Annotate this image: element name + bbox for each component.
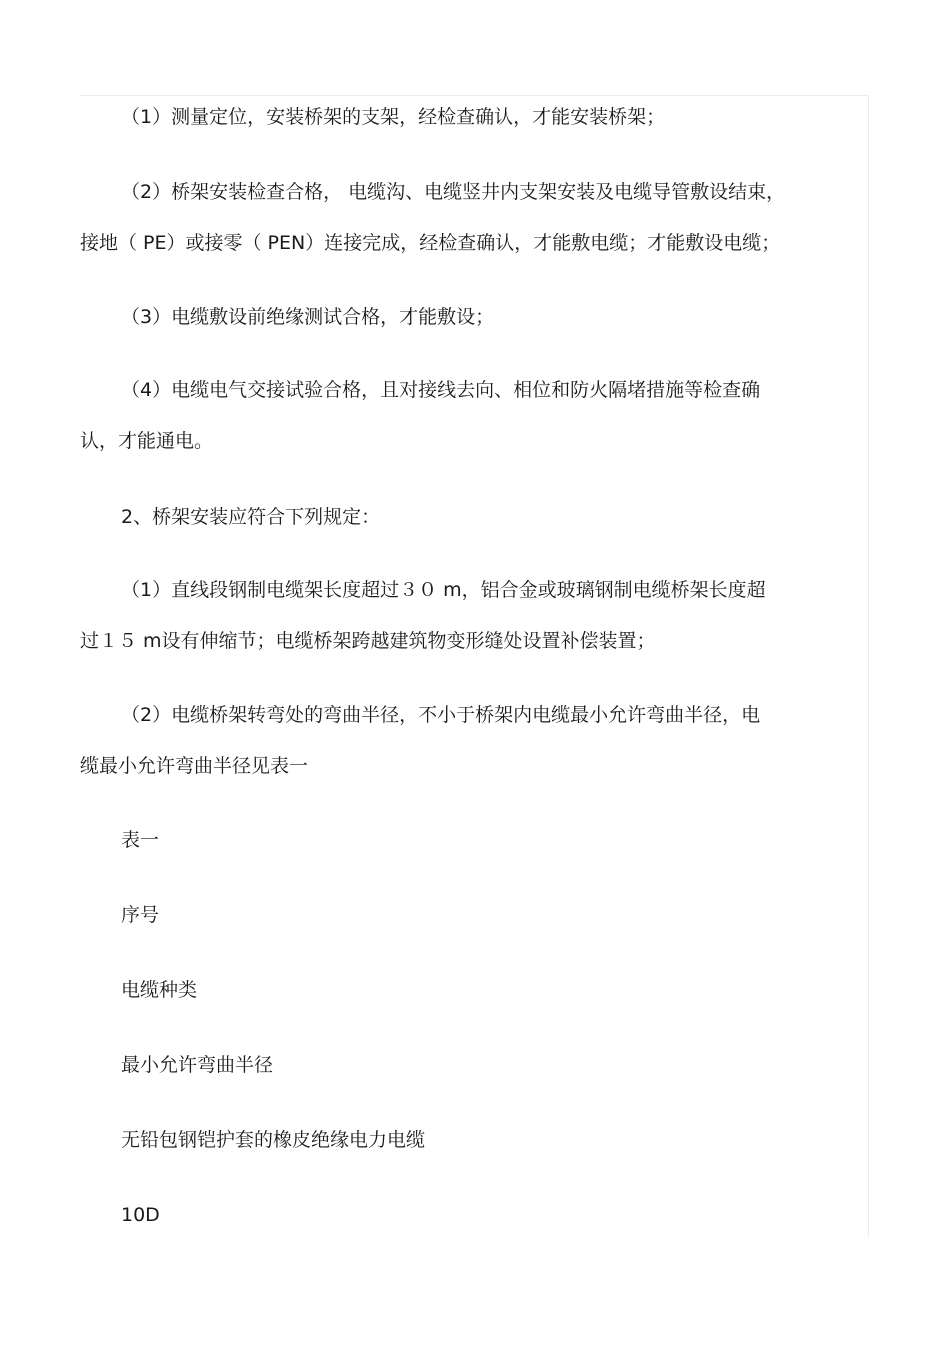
- table-cell-radius: 10D: [121, 1204, 160, 1226]
- paragraph-3: [80, 292, 840, 343]
- paragraph-2: [80, 167, 840, 269]
- table-header-type: 电缆种类: [121, 979, 198, 1001]
- table-header-radius: 最小允许弯曲半径: [121, 1054, 274, 1076]
- paragraph-line: 过１５ m设有伸缩节；电缆桥架跨越建筑物变形缝处设置补偿装置；: [80, 630, 656, 652]
- paragraph-line: 接地（ PE）或接零（ PEN）连接完成，经检查确认，才能敷电缆；才能敷设电缆；: [80, 232, 781, 254]
- paragraph-line: （1）直线段钢制电缆架长度超过３０ m，铝合金或玻璃钢制电缆桥架长度超: [121, 579, 766, 601]
- section-heading: [80, 492, 840, 543]
- paragraph-6: [80, 565, 840, 667]
- paragraph-line: （2）桥架安装检查合格， 电缆沟、电缆竖井内支架安装及电缆导管敷设结束，: [121, 181, 786, 203]
- table-caption: 表一: [121, 829, 160, 851]
- table-cell-type: 无铅包钢铠护套的橡皮绝缘电力电缆: [121, 1129, 426, 1151]
- table-header-no: 序号: [121, 904, 160, 926]
- paragraph-line: 认，才能通电。: [80, 430, 214, 452]
- paragraph-line: （3）电缆敷设前绝缘测试合格，才能敷设；: [121, 306, 495, 328]
- paragraph-line: （1）测量定位，安装桥架的支架，经检查确认，才能安装桥架；: [121, 106, 666, 128]
- paragraph-line: （4）电缆电气交接试验合格，且对接线去向、相位和防火隔堵措施等检查确: [121, 379, 761, 401]
- paragraph-7: [80, 690, 840, 792]
- paragraph-4: [80, 365, 840, 467]
- paragraph-line: 缆最小允许弯曲半径见表一: [80, 755, 309, 777]
- paragraph-line: （2）电缆桥架转弯处的弯曲半径，不小于桥架内电缆最小允许弯曲半径，电: [121, 704, 761, 726]
- paragraph-line: 2、桥架安装应符合下列规定：: [121, 506, 381, 528]
- paragraph-1: [80, 92, 840, 143]
